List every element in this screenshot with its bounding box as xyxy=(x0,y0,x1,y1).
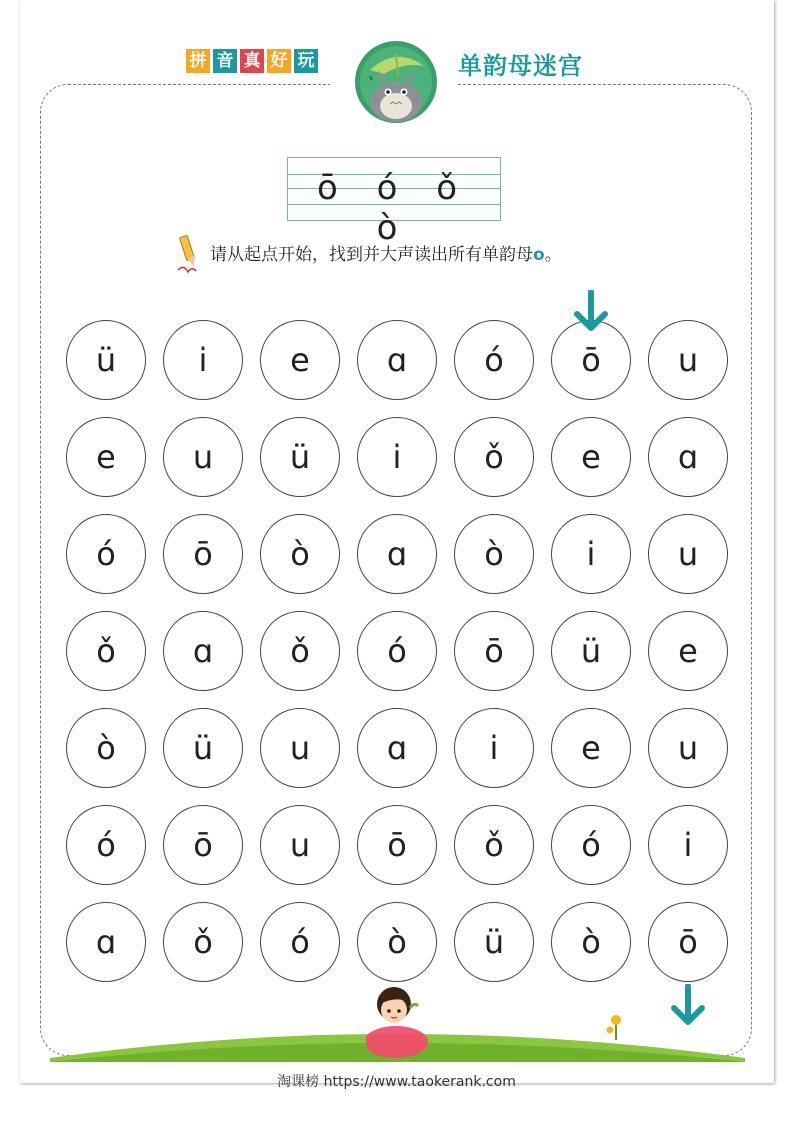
maze-cell[interactable]: ɑ xyxy=(357,514,437,594)
maze-cell[interactable]: ɑ xyxy=(357,708,437,788)
tone-letters-box xyxy=(287,157,501,248)
maze-cell[interactable]: ó xyxy=(357,611,437,691)
maze-cell[interactable]: ǒ xyxy=(163,902,243,982)
maze-cell[interactable]: u xyxy=(260,708,340,788)
maze-cell[interactable]: ò xyxy=(551,902,631,982)
maze-cell[interactable]: ǒ xyxy=(454,805,534,885)
maze-cell[interactable]: ò xyxy=(260,514,340,594)
maze-cell[interactable]: ǒ xyxy=(66,611,146,691)
maze-cell[interactable]: e xyxy=(66,417,146,497)
brand-char: 好 xyxy=(267,49,291,73)
tone-letters: ō ó ǒ ò xyxy=(316,168,472,248)
maze-cell[interactable]: u xyxy=(648,320,728,400)
page-title: 单韵母迷宫 xyxy=(458,52,583,80)
brand-char: 拼 xyxy=(186,49,210,73)
maze-cell[interactable]: ü xyxy=(66,320,146,400)
maze-cell[interactable]: ǒ xyxy=(260,611,340,691)
brand-char: 真 xyxy=(240,49,264,73)
brand-char: 玩 xyxy=(294,49,318,73)
maze-cell[interactable]: ó xyxy=(454,320,534,400)
maze-cell[interactable]: ü xyxy=(163,708,243,788)
start-arrow-icon xyxy=(571,290,611,334)
maze-cell[interactable]: ō xyxy=(163,514,243,594)
maze-cell[interactable]: ǒ xyxy=(454,417,534,497)
maze-cell[interactable]: i xyxy=(163,320,243,400)
maze-cell[interactable]: ɑ xyxy=(163,611,243,691)
maze-cell[interactable]: ɑ xyxy=(357,320,437,400)
maze-cell[interactable]: ō xyxy=(551,320,631,400)
maze-cell[interactable]: ó xyxy=(66,514,146,594)
target-vowel: o xyxy=(533,245,545,265)
instruction-text: 请从起点开始，找到并大声读出所有单韵母o。 xyxy=(210,245,562,265)
maze-cell[interactable]: ó xyxy=(66,805,146,885)
pencil-icon xyxy=(174,234,202,274)
maze-cell[interactable]: e xyxy=(551,417,631,497)
maze-cell[interactable]: i xyxy=(551,514,631,594)
maze-cell[interactable]: ò xyxy=(66,708,146,788)
maze-cell[interactable]: ō xyxy=(357,805,437,885)
maze-cell[interactable]: ó xyxy=(551,805,631,885)
child-character-icon xyxy=(366,984,436,1062)
maze-cell[interactable]: e xyxy=(551,708,631,788)
maze-cell[interactable]: i xyxy=(648,805,728,885)
maze-cell[interactable]: u xyxy=(260,805,340,885)
maze-cell[interactable]: e xyxy=(260,320,340,400)
maze-cell[interactable]: ō xyxy=(454,611,534,691)
end-arrow-icon xyxy=(668,984,708,1028)
maze-cell[interactable]: u xyxy=(648,514,728,594)
maze-cell[interactable]: ɑ xyxy=(66,902,146,982)
brand-label xyxy=(186,49,318,73)
maze-cell[interactable]: ü xyxy=(551,611,631,691)
maze-cell[interactable]: ō xyxy=(163,805,243,885)
maze-cell[interactable]: i xyxy=(357,417,437,497)
maze-cell[interactable]: u xyxy=(163,417,243,497)
footer-watermark: 淘课榜 https://www.taokerank.com xyxy=(277,1074,516,1090)
maze-cell[interactable]: ò xyxy=(454,514,534,594)
maze-cell[interactable]: ó xyxy=(260,902,340,982)
maze-cell[interactable]: i xyxy=(454,708,534,788)
maze-cell[interactable]: u xyxy=(648,708,728,788)
maze-cell[interactable]: ü xyxy=(260,417,340,497)
maze-cell[interactable]: ɑ xyxy=(648,417,728,497)
maze-cell[interactable]: ò xyxy=(357,902,437,982)
maze-cell[interactable]: ü xyxy=(454,902,534,982)
maze-cell[interactable]: e xyxy=(648,611,728,691)
brand-char: 音 xyxy=(213,49,237,73)
flower-icon xyxy=(607,1015,622,1040)
maze-cell[interactable]: ō xyxy=(648,902,728,982)
totoro-mascot-icon xyxy=(354,40,438,124)
